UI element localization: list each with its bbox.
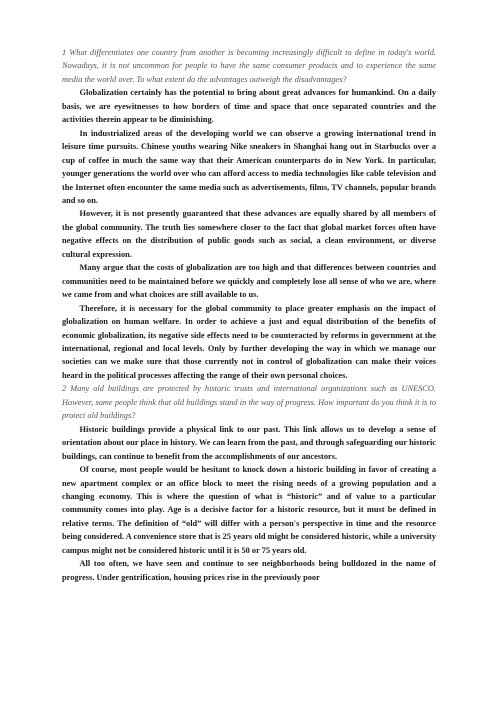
essay-prompt-2: 2 Many old buildings are protected by historic trusts and international organizations such as UNESCO. However, some people think that old buildings stand in the way of progress. How important do you think it is to protect old buildings?: [62, 384, 436, 421]
essay-1-paragraph-3: However, it is not presently guaranteed that these advances are equally shared by all members of the global community. The truth lies somewhere closer to the fact that global market forces often have negative effects on the distribution of public goods such as social, a clean environment, or diverse cultural expression.: [62, 209, 436, 259]
essay-1-paragraph-2: In industrialized areas of the developing world we can observe a growing international trend in leisure time pursuits. Chinese youths wearing Nike sneakers in Shanghai hang out in Starbucks over a cup of coffee in much the same way that their American counterparts do in New York. In particular, younger generations the world over who can afford access to media technologies like cable television and the Internet often encounter the same media such as advertisements, films, TV channels, popular brands and so on.: [62, 128, 436, 205]
essay-2-paragraph-1: Historic buildings provide a physical link to our past. This link allows us to develop a sense of orientation about our place in history. We can learn from the past, and through safeguarding our historic buildings, can continue to benefit from the accomplishments of our ancestors.: [62, 424, 436, 461]
essay-1-paragraph-4: Many argue that the costs of globalization are too high and that differences between countries and communities need to be maintained before we quickly and completely lose all sense of who we are, where we came from and what choices are still available to us.: [62, 263, 436, 300]
essay-2-paragraph-3: All too often, we have seen and continue to see neighborhoods being bulldozed in the name of progress. Under gentrification, housing prices rise in the previously poor: [62, 559, 436, 582]
document-page: [62, 46, 436, 584]
essay-prompt-1: 1 What differentiates one country from another is becoming increasingly difficult to define in today's world. Nowadays, it is not uncommon for people to have the same consumer products and to experience the same media the world over. To what extent do the advantages outweigh the disadvantages?: [62, 48, 436, 84]
essay-2-paragraph-2: Of course, most people would be hesitant to knock down a historic building in favor of creating a new apartment complex or an office block to meet the rising needs of a growing population and a changing economy. This is where the question of what is “historic” and of value to a particular community comes into play. Age is a decisive factor for a historic resource, but it must be defined in relative terms. The definition of “old” will differ with a person's perspective in time and the resource being considered. A convenience store that is 25 years old might be considered historic, while a university campus might not be considered historic until it is 50 or 75 years old.: [62, 465, 436, 555]
essay-1-paragraph-5: Therefore, it is necessary for the global community to place greater emphasis on the impact of globalization on human welfare. In order to achieve a just and equal distribution of the benefits of economic globalization, its negative side effects need to be counteracted by reforms in government at the international, regional and local levels. Only by further developing the way in which we manage our societies can we make sure that those currently not in control of globalization can make their voices heard in the political processes affecting the range of their own personal choices.: [62, 303, 436, 380]
essay-1-paragraph-1: Globalization certainly has the potential to bring about great advances for humankind. On a daily basis, we are eyewitnesses to how borders of time and space that once separated countries and the activities therein appear to be diminishing.: [62, 88, 436, 125]
